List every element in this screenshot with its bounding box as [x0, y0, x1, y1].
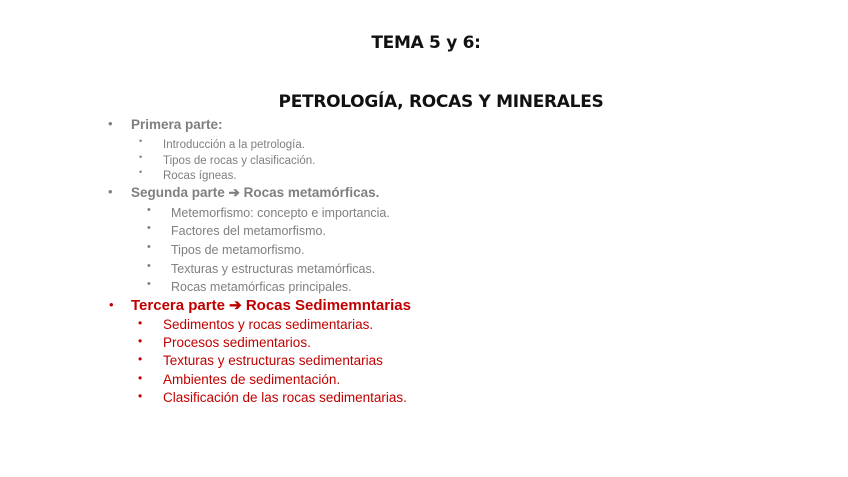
bullet-glyph: • — [147, 278, 151, 290]
bullet-glyph: • — [138, 316, 143, 330]
bullet-glyph: • — [139, 152, 143, 162]
bullet-glyph: • — [147, 260, 151, 272]
bullet-glyph: • — [147, 222, 151, 234]
bullet-glyph: • — [138, 371, 143, 385]
section-heading-label: Primera parte: — [131, 117, 223, 132]
bullet-glyph: • — [108, 184, 113, 199]
section-heading-primera — [108, 116, 223, 134]
list-item-label: Procesos sedimentarios. — [163, 335, 311, 350]
list-item-label: Texturas y estructuras sedimentarias — [163, 353, 383, 368]
list-item — [138, 316, 374, 334]
bullet-glyph: • — [139, 167, 143, 177]
list-item — [138, 334, 311, 352]
section-heading-tercera — [109, 296, 411, 315]
list-item-label: Tipos de metamorfismo. — [171, 243, 305, 257]
bullet-glyph: • — [139, 136, 143, 146]
list-item-label: Texturas y estructuras metamórficas. — [171, 262, 376, 276]
slide-subtitle: PETROLOGÍA, ROCAS Y MINERALES — [278, 92, 604, 112]
list-item — [147, 241, 305, 259]
bullet-glyph: • — [138, 352, 143, 366]
list-item — [138, 352, 383, 370]
list-item-label: Tipos de rocas y clasificación. — [163, 155, 316, 167]
list-item-label: Factores del metamorfismo. — [171, 224, 326, 238]
list-item — [147, 260, 376, 278]
list-item-label: Rocas metamórficas principales. — [171, 280, 352, 294]
list-item — [147, 278, 352, 296]
list-item-label: Introducción a la petrología. — [163, 139, 305, 151]
section-heading-label: Tercera parte ➔ Rocas Sedimemntarias — [131, 297, 411, 314]
list-item — [147, 204, 390, 222]
list-item — [139, 166, 237, 184]
section-heading-label: Segunda parte ➔ Rocas metamórficas. — [131, 185, 380, 200]
list-item-label: Ambientes de sedimentación. — [163, 372, 341, 387]
slide-title: TEMA 5 y 6: — [371, 33, 481, 53]
list-item — [138, 389, 407, 407]
bullet-glyph: • — [138, 389, 143, 403]
list-item — [138, 371, 341, 389]
bullet-glyph: • — [147, 241, 151, 253]
bullet-glyph: • — [147, 204, 151, 216]
list-item-label: Rocas ígneas. — [163, 170, 237, 182]
list-item-label: Sedimentos y rocas sedimentarias. — [163, 317, 374, 332]
bullet-glyph: • — [138, 334, 143, 348]
section-heading-segunda — [108, 184, 380, 202]
bullet-glyph: • — [109, 297, 114, 312]
list-item — [147, 222, 326, 240]
list-item-label: Metemorfismo: concepto e importancia. — [171, 206, 390, 220]
bullet-glyph: • — [108, 116, 113, 131]
list-item-label: Clasificación de las rocas sedimentarias. — [163, 390, 407, 405]
